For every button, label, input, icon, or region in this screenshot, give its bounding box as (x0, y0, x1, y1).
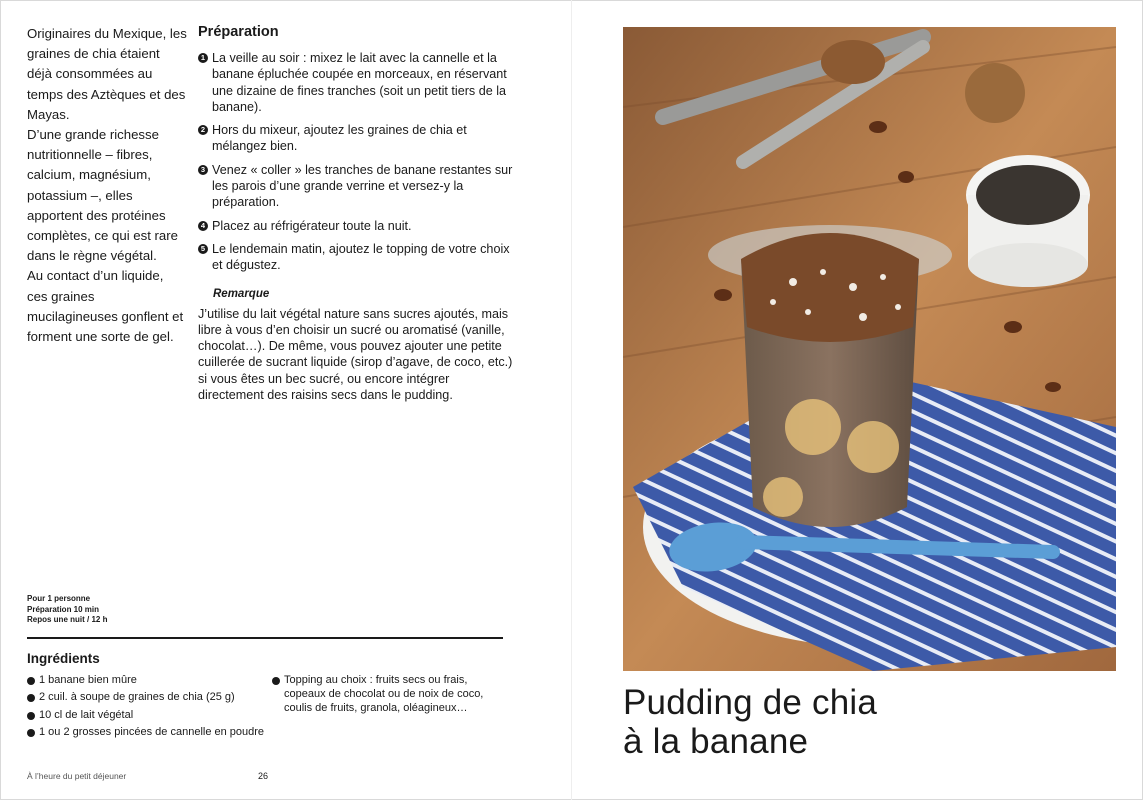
ingredient-text: Topping au choix : fruits secs ou frais, copeaux de chocolat ou de noix de coco, coulis de fruits, granola, oléagineux… (284, 674, 484, 714)
preparation-step (198, 162, 513, 211)
ingredients-title: Ingrédients (27, 651, 100, 666)
preparation-steps (198, 50, 513, 274)
step-text: Placez au réfrigérateur toute la nuit. (212, 218, 412, 233)
bullet-icon (27, 712, 35, 720)
ingredient-item (27, 726, 267, 740)
step-text: La veille au soir : mixez le lait avec la cannelle et la banane épluchée coupée en morceaux, en réservant une dizaine de fines tranches (soit un petit tiers de la banane). (212, 51, 507, 114)
rest-time: Repos une nuit / 12 h (27, 615, 108, 624)
preparation-step (198, 122, 513, 155)
ingredient-item (27, 674, 267, 688)
recipe-title (623, 683, 877, 761)
step-text: Venez « coller » les tranches de banane restantes sur les parois d’une grande verrine et versez-y la préparation. (212, 162, 513, 210)
ingredient-text: 2 cuil. à soupe de graines de chia (25 g) (39, 691, 235, 704)
intro-text (27, 24, 187, 347)
ingredient-text: 1 banane bien mûre (39, 674, 137, 686)
preparation-step (198, 241, 513, 274)
ingredient-text: 1 ou 2 grosses pincées de cannelle en poudre (39, 725, 265, 738)
bullet-icon (27, 694, 35, 702)
topping-list (272, 674, 512, 719)
intro-paragraph: D’une grande richesse nutritionnelle – fibres, calcium, magnésium, potassium –, elles apportent des protéines complètes, ce qui est rare dans le règne végétal. (27, 127, 178, 264)
recipe-title-line: à la banane (623, 722, 809, 761)
bullet-icon (27, 677, 35, 685)
step-text: Hors du mixeur, ajoutez les graines de chia et mélangez bien. (212, 123, 467, 154)
note-title: Remarque (213, 287, 270, 300)
recipe-meta (27, 594, 107, 626)
step-number-icon: 4 (198, 221, 208, 231)
ingredient-item (272, 674, 512, 715)
step-number-icon: 3 (198, 165, 208, 175)
preparation-step (198, 218, 513, 234)
preparation-section (198, 24, 513, 403)
running-footer: À l’heure du petit déjeuner (27, 771, 127, 781)
page-number: 26 (258, 771, 269, 781)
step-text: Le lendemain matin, ajoutez le topping de votre choix et dégustez. (212, 241, 510, 273)
note-text: J’utilise du lait végétal nature sans sucres ajoutés, mais libre à vous d’en choisir un sucré ou aromatisé (vanille, chocolat…). De même, vous pouvez ajouter une petite cuillerée de sucrant liquide (sirop d’agave, de coco, etc.) si vous êtes un bec sucré, ou encore intégrer directement des raisins secs dans le pudding. (198, 306, 513, 403)
ingredients-list (27, 674, 267, 743)
ingredient-item (27, 691, 267, 705)
recipe-photo (623, 27, 1116, 671)
preparation-title: Préparation (198, 24, 279, 40)
prep-time: Préparation 10 min (27, 604, 100, 614)
recipe-title-line: Pudding de chia (623, 683, 878, 722)
servings: Pour 1 personne (27, 594, 91, 603)
preparation-step (198, 50, 513, 115)
chia-pudding-photo (623, 27, 1116, 671)
bullet-icon (27, 729, 35, 737)
ingredient-text: 10 cl de lait végétal (39, 708, 134, 721)
step-number-icon: 2 (198, 125, 208, 135)
step-number-icon: 1 (198, 53, 208, 63)
bullet-icon (272, 677, 280, 685)
section-divider (27, 637, 503, 639)
intro-paragraph: Au contact d’un liquide, ces graines mucilagineuses gonflent et forment une sorte de gel. (27, 268, 184, 345)
ingredient-item (27, 709, 267, 723)
page-gutter (571, 0, 572, 800)
intro-paragraph: Originaires du Mexique, les graines de chia étaient déjà consommées au temps des Aztèques et des Mayas. (27, 26, 187, 122)
step-number-icon: 5 (198, 244, 208, 254)
